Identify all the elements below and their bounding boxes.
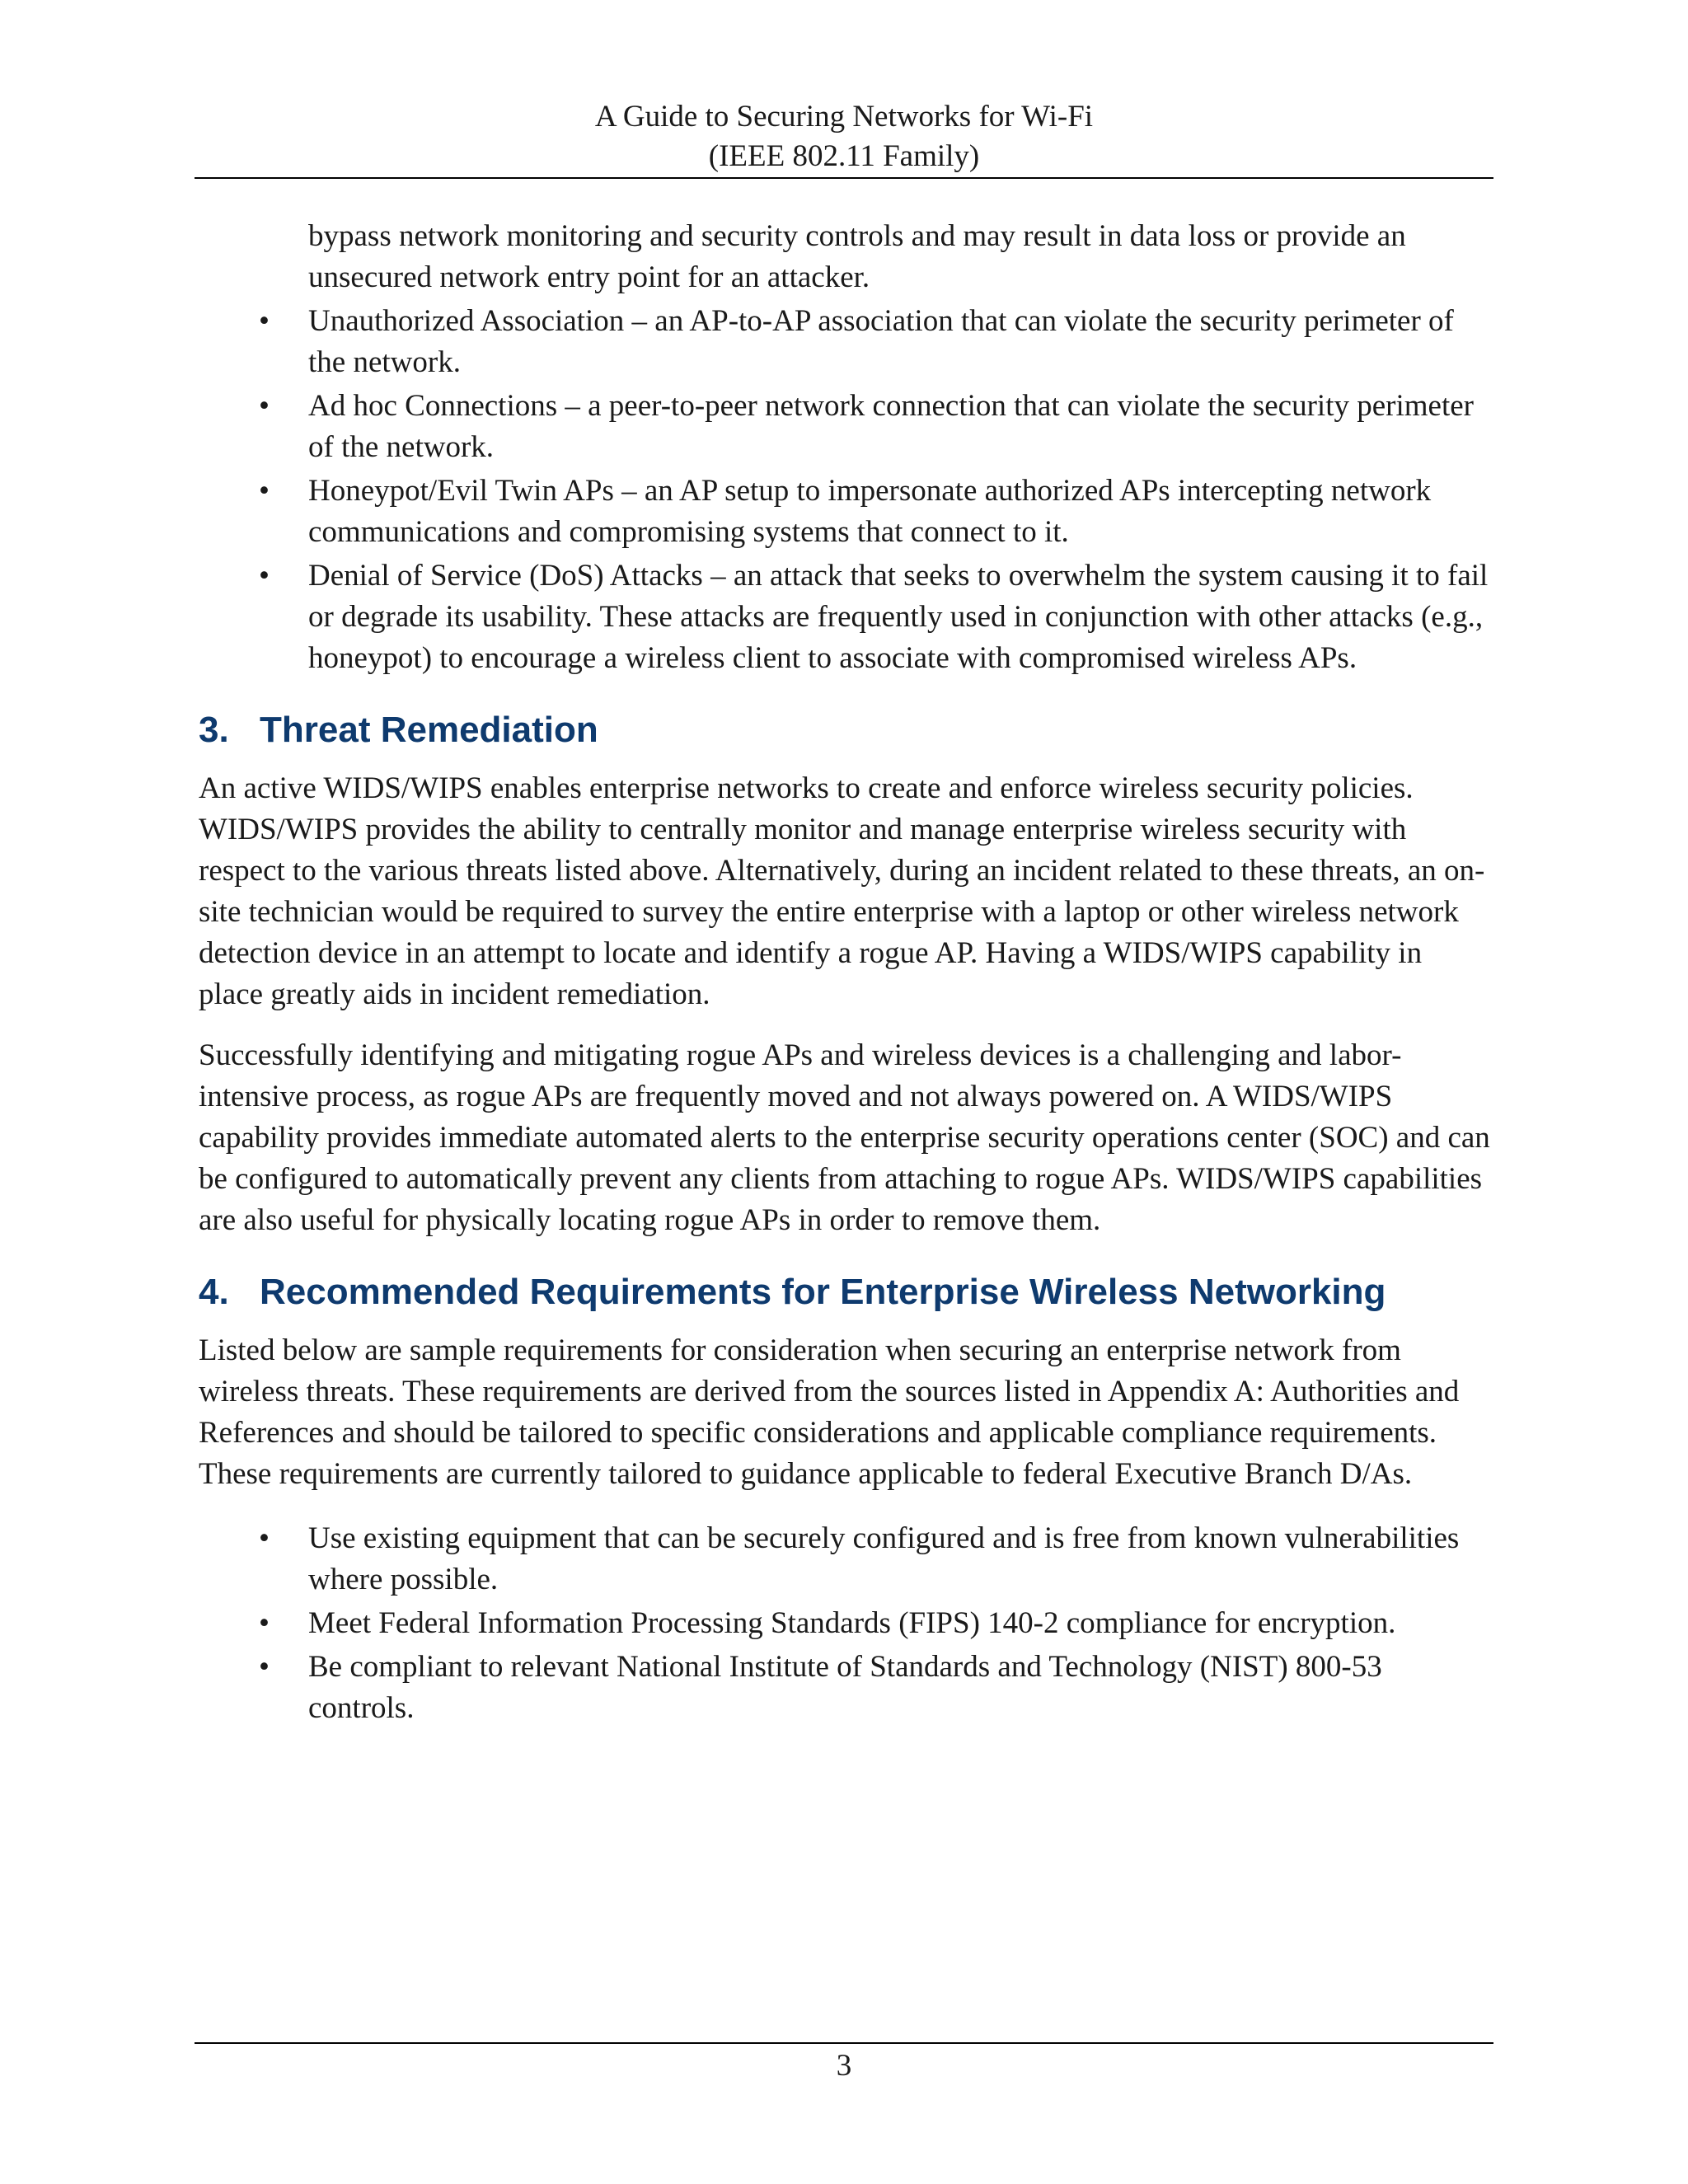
paragraph: An active WIDS/WIPS enables enterprise networks to create and enforce wireless security policies. WIDS/WIPS provides the ability to centrally monitor and manage enterprise wireless security with respect to the various threats listed above. Alternatively, during an incident related to these threats, an on-site technician would be required to survey the entire enterprise with a laptop or other wireless network detection device in an attempt to locate and identify a rogue AP. Having a WIDS/WIPS capability in place greatly aids in incident remediation. bbox=[199, 771, 1485, 1011]
list-item-text: Use existing equipment that can be securely configured and is free from known vulnerabilities where possible. bbox=[308, 1521, 1460, 1596]
bullet-icon: • bbox=[259, 1521, 270, 1555]
paragraph: Listed below are sample requirements for consideration when securing an enterprise network from wireless threats. These requirements are derived from the sources listed in Appendix A: Authorities and References and should be tailored to specific considerations and applicable compliance requirements. These requirements are currently tailored to guidance applicable to federal Executive Branch D/As. bbox=[199, 1333, 1460, 1491]
list-item bbox=[199, 301, 1493, 383]
threat-list bbox=[199, 301, 1493, 679]
list-item-text: Be compliant to relevant National Institute of Standards and Technology (NIST) 800-53 controls. bbox=[308, 1650, 1382, 1725]
bullet-icon: • bbox=[259, 1606, 270, 1640]
list-item bbox=[199, 555, 1493, 679]
list-item-text: Unauthorized Association – an AP-to-AP association that can violate the security perimeter of the network. bbox=[308, 304, 1454, 379]
list-item bbox=[199, 471, 1493, 553]
list-item bbox=[199, 1603, 1493, 1644]
header-divider bbox=[195, 177, 1493, 179]
bullet-icon: • bbox=[259, 1650, 270, 1684]
list-item-text: Meet Federal Information Processing Standards (FIPS) 140-2 compliance for encryption. bbox=[308, 1606, 1396, 1640]
section-heading-recommended-requirements bbox=[199, 1269, 1493, 1315]
section-title: Threat Remediation bbox=[260, 710, 598, 750]
section-number: 3. bbox=[199, 710, 229, 750]
bullet-icon: • bbox=[259, 389, 270, 423]
bullet-icon: • bbox=[259, 304, 270, 338]
page-body bbox=[199, 216, 1493, 1732]
list-item bbox=[199, 1518, 1493, 1601]
paragraph: Successfully identifying and mitigating rogue APs and wireless devices is a challenging and labor-intensive process, as rogue APs are frequently moved and not always powered on. A WIDS/WIPS capability provides immediate automated alerts to the enterprise security operations center (SOC) and can be configured to automatically prevent any clients from attaching to rogue APs. WIDS/WIPS capabilities are also useful for physically locating rogue APs in order to remove them. bbox=[199, 1038, 1490, 1237]
list-item-text: Ad hoc Connections – a peer-to-peer network connection that can violate the security perimeter of the network. bbox=[308, 389, 1474, 464]
list-item-text: Denial of Service (DoS) Attacks – an attack that seeks to overwhelm the system causing it to fail or degrade its usability. These attacks are frequently used in conjunction with other attacks (e.g., honeypot) to encourage a wireless client to associate with compromised wireless APs. bbox=[308, 559, 1489, 675]
header-title: A Guide to Securing Networks for Wi-Fi bbox=[594, 100, 1094, 134]
section-heading-threat-remediation bbox=[199, 707, 1493, 753]
bullet-icon: • bbox=[259, 474, 270, 508]
footer-divider bbox=[195, 2042, 1493, 2044]
list-item bbox=[199, 386, 1493, 468]
page-header bbox=[195, 97, 1493, 176]
bullet-icon: • bbox=[259, 559, 270, 593]
section-number: 4. bbox=[199, 1272, 229, 1312]
page-number: 3 bbox=[836, 2049, 852, 2083]
list-item bbox=[199, 1647, 1493, 1729]
section-title: Recommended Requirements for Enterprise Wireless Networking bbox=[260, 1272, 1386, 1312]
continued-list-item: bypass network monitoring and security controls and may result in data loss or provide an unsecured network entry point for an attacker. bbox=[308, 219, 1406, 294]
requirements-list bbox=[199, 1518, 1493, 1729]
list-item-text: Honeypot/Evil Twin APs – an AP setup to impersonate authorized APs intercepting network communications and compromising systems that connect to it. bbox=[308, 474, 1432, 549]
header-subtitle: (IEEE 802.11 Family) bbox=[708, 139, 980, 173]
